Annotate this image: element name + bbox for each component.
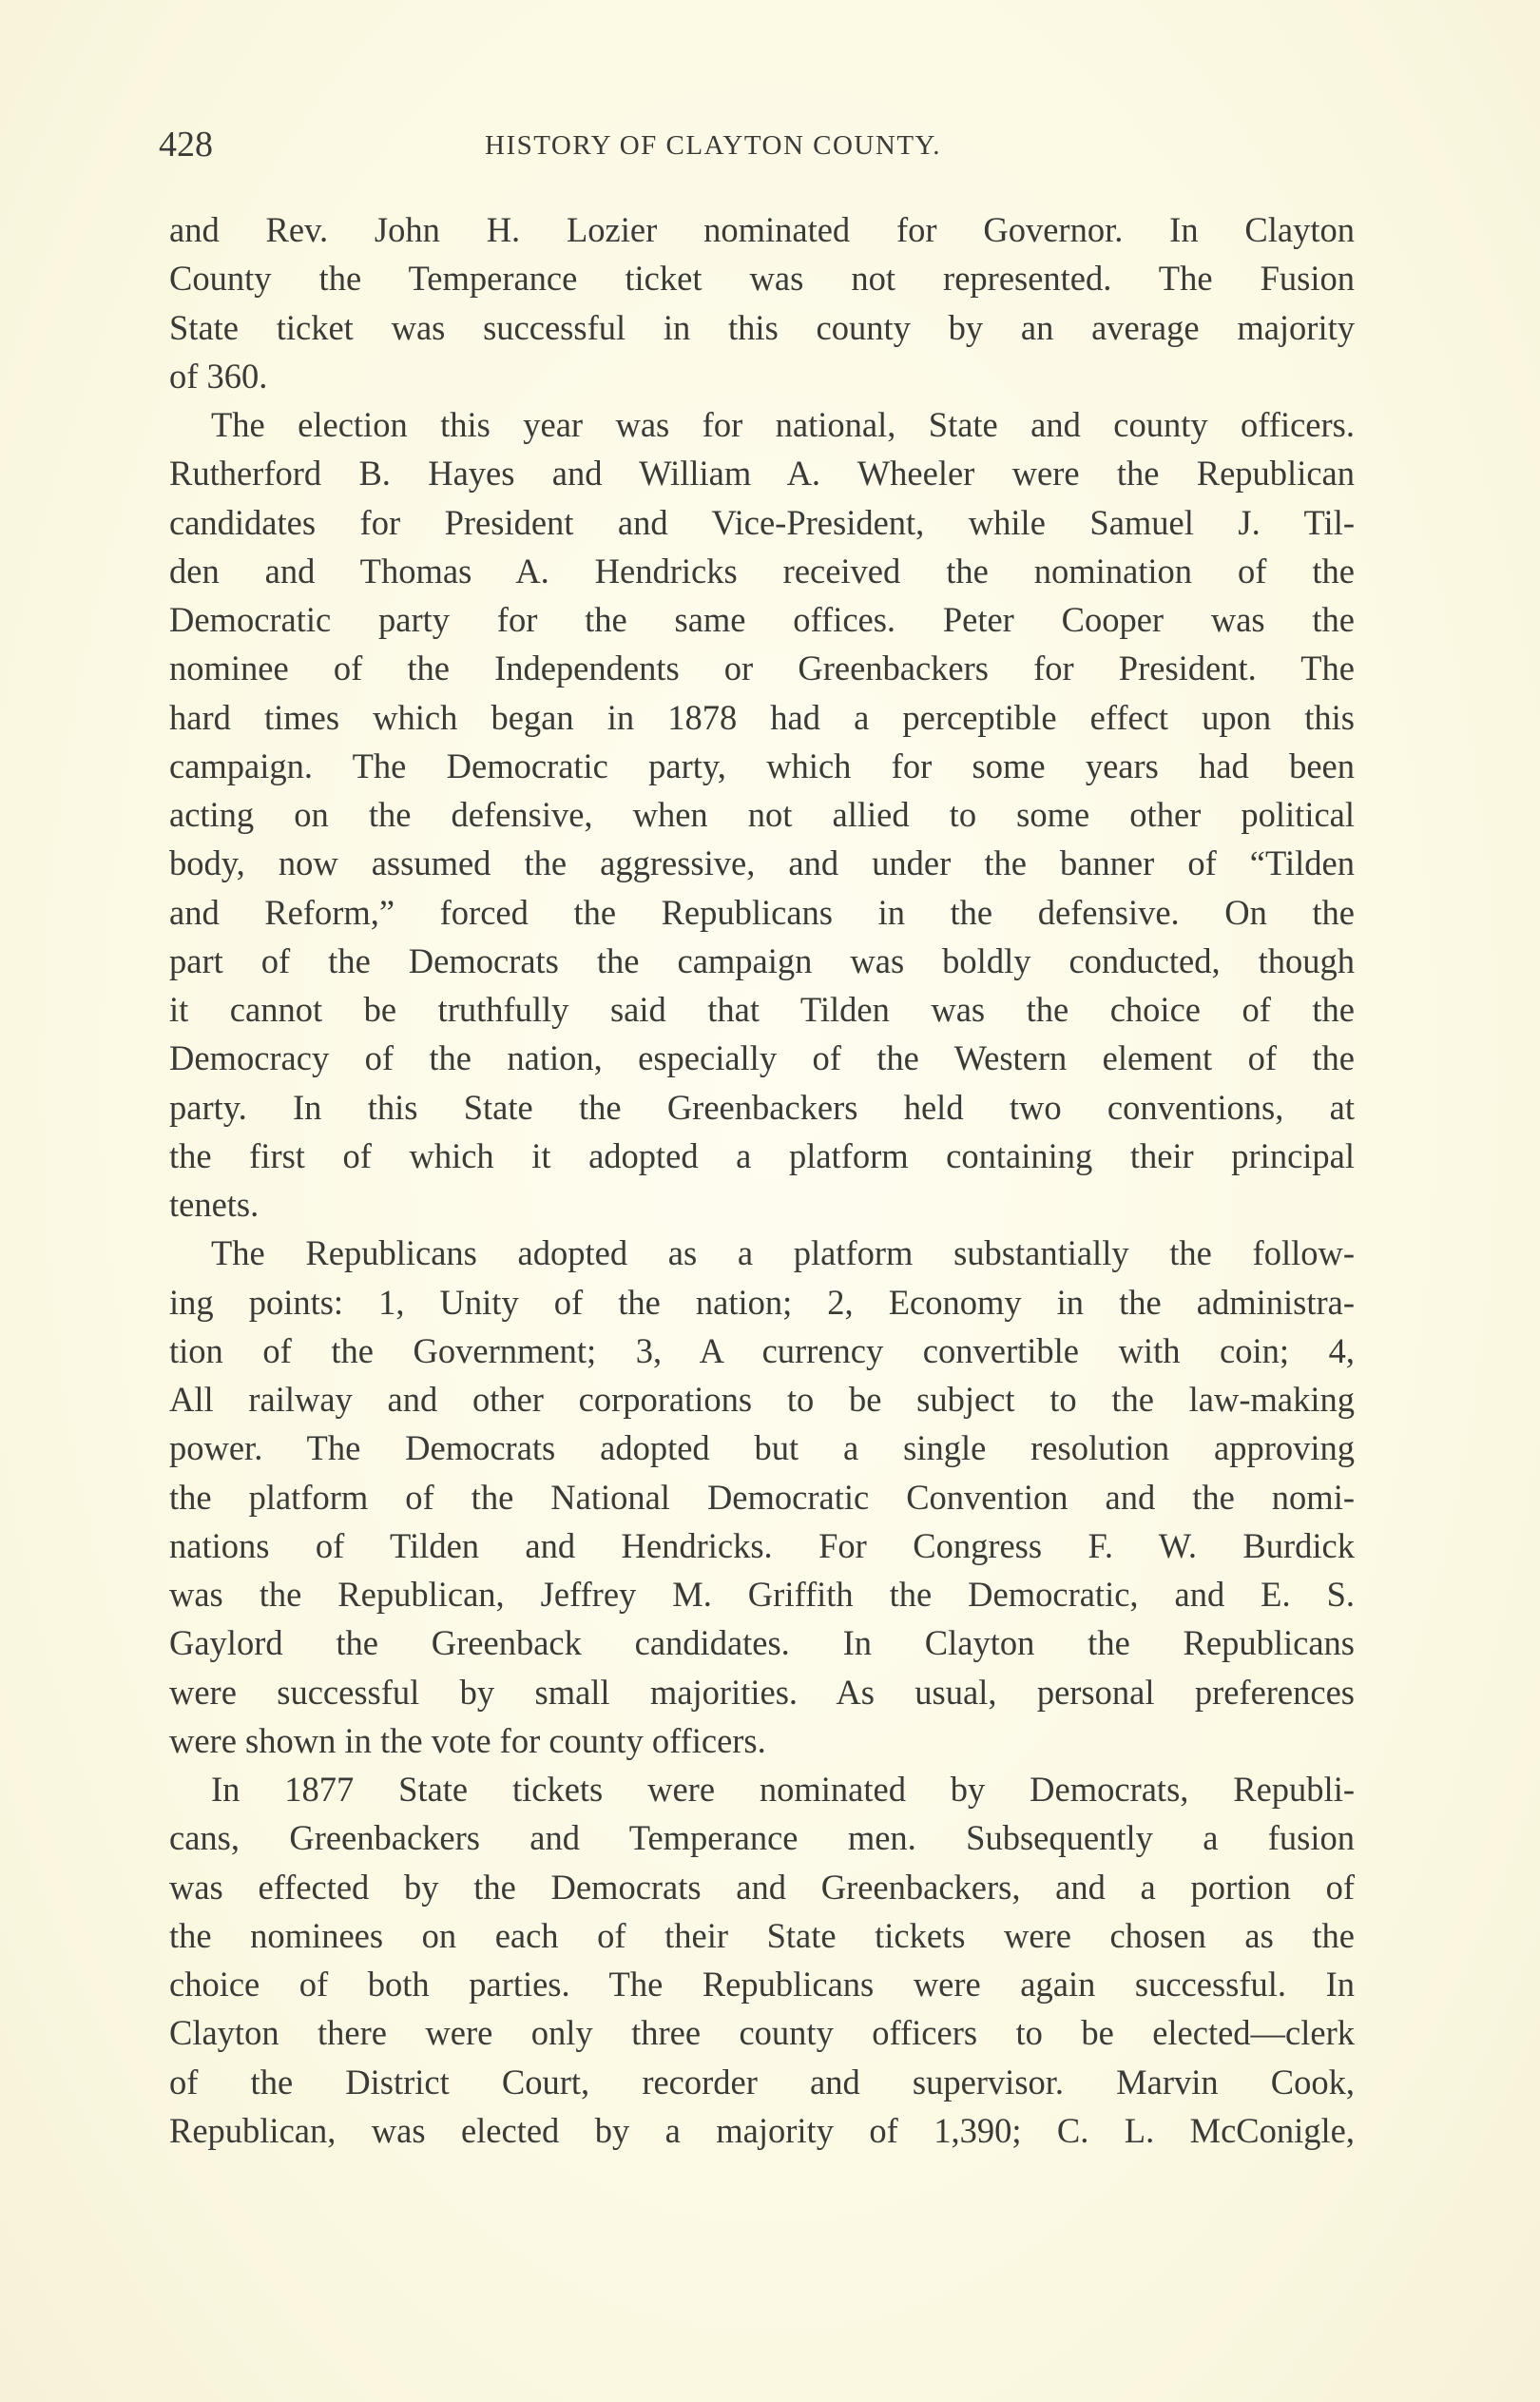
text-line: Democratic party for the same offices. Peter Cooper was the — [169, 600, 1355, 639]
text-line: All railway and other corporations to be subject to the law-making — [169, 1380, 1355, 1419]
running-title: HISTORY OF CLAYTON COUNTY. — [485, 130, 941, 161]
text-line: Clayton there were only three county officers to be elected—clerk — [169, 2013, 1355, 2053]
text-line: acting on the defensive, when not allied to some other political — [169, 795, 1355, 834]
text-line: the first of which it adopted a platform containing their principal — [169, 1135, 1355, 1175]
text-line: den and Thomas A. Hendricks received the nomination of the — [169, 551, 1355, 591]
body-text — [169, 205, 1355, 2155]
text-line: campaign. The Democratic party, which for some years had been — [169, 746, 1355, 785]
text-line: cans, Greenbackers and Temperance men. Subsequently a fusion — [169, 1818, 1355, 1858]
text-line: it cannot be truthfully said that Tilden was the choice of the — [169, 990, 1355, 1029]
text-line: tenets. — [169, 1185, 260, 1224]
text-line: In 1877 State tickets were nominated by Democrats, Republi- — [211, 1770, 1355, 1809]
text-line: of the District Court, recorder and supervisor. Marvin Cook, — [169, 2062, 1355, 2102]
text-line: candidates for President and Vice-President, while Samuel J. Til- — [169, 502, 1355, 542]
text-line: nominee of the Independents or Greenbackers for President. The — [169, 649, 1355, 688]
text-line: State ticket was successful in this county by an average majority — [169, 307, 1355, 347]
text-line: the platform of the National Democratic Convention and the nomi- — [169, 1477, 1355, 1517]
text-line: was effected by the Democrats and Greenbackers, and a portion of — [169, 1867, 1355, 1907]
text-line: Rutherford B. Hayes and William A. Wheeler were the Republican — [169, 454, 1355, 494]
text-line: ing points: 1, Unity of the nation; 2, Economy in the administra- — [169, 1282, 1355, 1322]
text-line: hard times which began in 1878 had a perceptible effect upon this — [169, 697, 1355, 737]
text-line: nations of Tilden and Hendricks. For Congress F. W. Burdick — [169, 1525, 1355, 1565]
text-line: Democracy of the nation, especially of the Western element of the — [169, 1038, 1355, 1078]
text-line: was the Republican, Jeffrey M. Griffith the Democratic, and E. S. — [169, 1575, 1355, 1614]
text-line: Gaylord the Greenback candidates. In Clayton the Republicans — [169, 1623, 1355, 1663]
text-line: and Reform,” forced the Republicans in the defensive. On the — [169, 892, 1355, 932]
text-line: part of the Democrats the campaign was boldly conducted, though — [169, 940, 1355, 980]
text-line: tion of the Government; 3, A currency convertible with coin; 4, — [169, 1330, 1355, 1370]
text-line: power. The Democrats adopted but a single resolution approving — [169, 1428, 1355, 1468]
text-line: County the Temperance ticket was not represented. The Fusion — [169, 259, 1355, 299]
text-line: choice of both parties. The Republicans were again successful. In — [169, 1965, 1355, 2004]
text-line: body, now assumed the aggressive, and under the banner of “Tilden — [169, 843, 1355, 883]
text-line: of 360. — [169, 356, 268, 396]
text-line: the nominees on each of their State tickets were chosen as the — [169, 1915, 1355, 1955]
text-line: party. In this State the Greenbackers held two conventions, at — [169, 1087, 1355, 1127]
text-line: Republican, was elected by a majority of 1,390; C. L. McConigle, — [169, 2110, 1355, 2150]
text-line: were successful by small majorities. As usual, personal preferences — [169, 1672, 1355, 1712]
page-number: 428 — [159, 125, 213, 165]
text-line: The election this year was for national, State and county officers. — [211, 405, 1355, 444]
text-line: The Republicans adopted as a platform substantially the follow- — [211, 1233, 1355, 1273]
text-line: were shown in the vote for county officers. — [169, 1720, 766, 1760]
text-line: and Rev. John H. Lozier nominated for Governor. In Clayton — [169, 210, 1355, 249]
